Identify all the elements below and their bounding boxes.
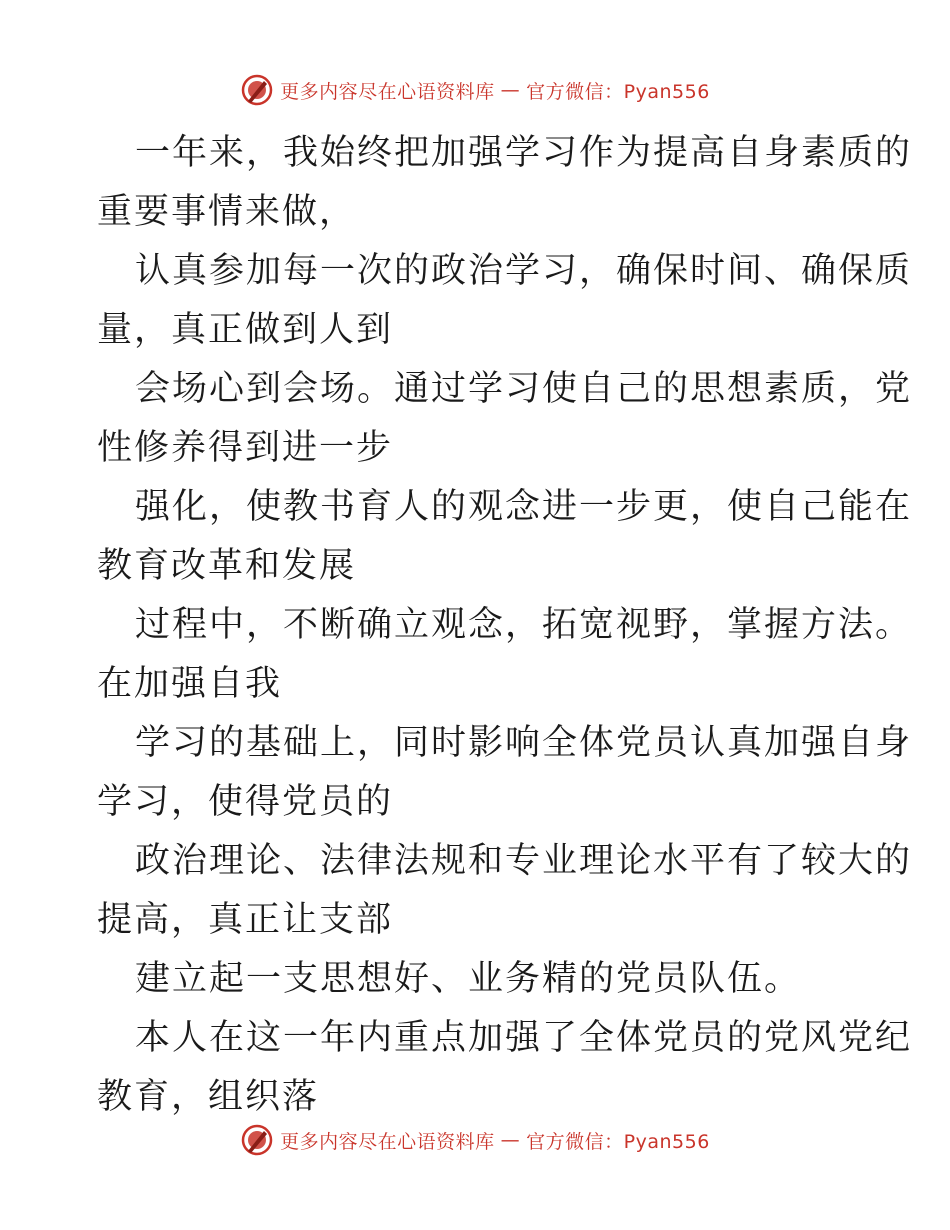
paragraph-line: 建立起一支思想好、业务精的党员队伍。 xyxy=(135,959,802,999)
watermark-separator: — xyxy=(500,1129,521,1151)
paragraph-line: 教育改革和发展 xyxy=(97,546,357,586)
footer-watermark xyxy=(0,1120,950,1160)
paragraph-line: 政治理论、法律法规和专业理论水平有了较大的 xyxy=(135,841,913,881)
header-watermark xyxy=(0,70,950,110)
paragraph-line: 强化，使教书育人的观念进一步更，使自己能在 xyxy=(135,487,913,527)
paragraph-line: 重要事情来做， xyxy=(97,192,357,232)
watermark-main-text: 更多内容尽在心语资料库 xyxy=(280,80,495,103)
paragraph-line: 教育，组织落 xyxy=(97,1077,320,1117)
watermark-separator: — xyxy=(500,79,521,101)
document-body xyxy=(97,124,913,1127)
paragraph-line: 量，真正做到人到 xyxy=(97,310,394,350)
watermark-suffix-text: 官方微信：Pyan556 xyxy=(526,80,710,103)
paragraph-line: 在加强自我 xyxy=(97,664,283,704)
paragraph-line: 学习的基础上，同时影响全体党员认真加强自身 xyxy=(135,723,913,763)
paragraph-line: 认真参加每一次的政治学习，确保时间、确保质 xyxy=(135,251,913,291)
watermark-suffix-text: 官方微信：Pyan556 xyxy=(526,1130,710,1153)
quill-pen-circle-icon xyxy=(240,1123,274,1157)
paragraph-line: 会场心到会场。通过学习使自己的思想素质，党 xyxy=(135,369,913,409)
paragraph-line: 学习，使得党员的 xyxy=(97,782,394,822)
paragraph-line: 本人在这一年内重点加强了全体党员的党风党纪 xyxy=(135,1018,913,1058)
quill-pen-circle-icon xyxy=(240,73,274,107)
paragraph-line: 性修养得到进一步 xyxy=(97,428,394,468)
paragraph-line: 提高，真正让支部 xyxy=(97,900,394,940)
paragraph-line: 一年来，我始终把加强学习作为提高自身素质的 xyxy=(135,133,913,173)
watermark-main-text: 更多内容尽在心语资料库 xyxy=(280,1130,495,1153)
paragraph-line: 过程中，不断确立观念，拓宽视野，掌握方法。 xyxy=(135,605,913,645)
